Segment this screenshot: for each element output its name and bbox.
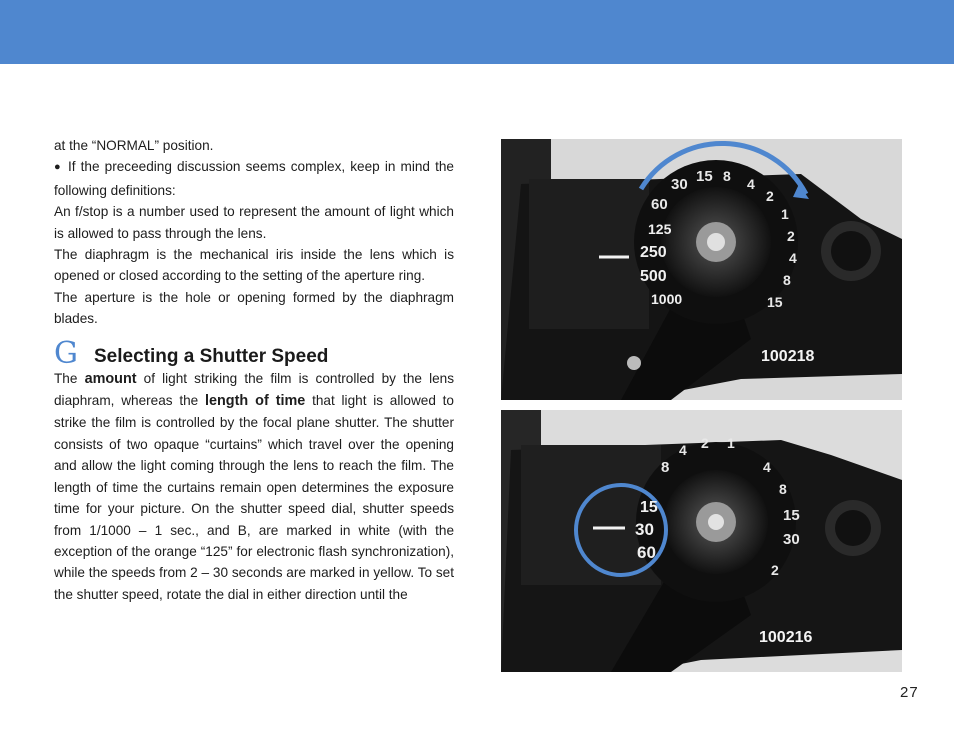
camera-illustration-top <box>501 139 902 400</box>
dial-mark-60: 60 <box>637 543 656 562</box>
dial-mark-15-slow: 15 <box>783 507 800 524</box>
paragraph-aperture-definition: The aperture is the hole or opening formed by the diaphragm blades. <box>54 289 454 327</box>
section-heading <box>54 335 454 371</box>
text-run: The <box>54 370 78 386</box>
photo-shutter-dial-bottom <box>501 410 902 672</box>
dial-mark-1: 1 <box>727 435 735 451</box>
dial-mark-8-slow: 8 <box>783 272 791 288</box>
paragraph-fstop-definition: An f/stop is a number used to represent the amount of light which is allowed to pass through the lens. <box>54 204 454 241</box>
camera-illustration-bottom <box>501 410 902 672</box>
paragraph-shutter-speed <box>54 368 454 605</box>
dial-mark-250: 250 <box>640 244 667 261</box>
emphasis-amount: amount <box>84 370 137 387</box>
paragraph-diaphragm-definition: The diaphragm is the mechanical iris inside the lens which is opened or closed according to the setting of the aperture ring. <box>54 247 454 284</box>
section-letter: G <box>54 335 78 371</box>
serial-number-bottom: 100216 <box>759 629 813 646</box>
serial-number-top: 100218 <box>761 348 815 365</box>
dial-mark-2-slow: 2 <box>787 228 795 244</box>
dial-mark-1000: 1000 <box>651 291 683 307</box>
dial-mark-2: 2 <box>701 435 709 451</box>
emphasis-length-of-time: length of time <box>205 393 306 410</box>
dial-mark-4-slow: 4 <box>763 459 771 475</box>
dial-mark-30-slow: 30 <box>783 531 800 548</box>
dial-mark-125: 125 <box>648 221 672 237</box>
page-number: 27 <box>900 684 919 701</box>
dial-mark-1: 1 <box>781 206 789 222</box>
text-run: of light striking the film is controlled by the lens diaphram, whereas the <box>54 370 455 409</box>
dial-mark-8: 8 <box>661 459 670 476</box>
dial-mark-4: 4 <box>747 176 755 192</box>
dial-mark-15: 15 <box>640 499 658 516</box>
dial-mark-15: 15 <box>696 168 713 185</box>
header-color-band <box>0 0 954 64</box>
section-title: Selecting a Shutter Speed <box>94 345 329 367</box>
text-column <box>54 135 454 605</box>
dial-mark-4: 4 <box>679 442 687 458</box>
dial-mark-15-slow: 15 <box>767 294 783 310</box>
dial-mark-8: 8 <box>723 168 731 184</box>
dial-mark-30: 30 <box>635 520 654 539</box>
paragraph-normal-position: at the “NORMAL” position. <box>54 138 214 153</box>
text-run: that light is allowed to strike the film is controlled by the focal plane shutter. The shutter consists of two opaque “curtains” which travel over the opening and allow the light coming through the lens to reach the film. The length of time the curtains remain open determines the exposure time for your picture. On the shutter speed dial, shutter speeds from 1/1000 – 1 sec., and B, are marked in white (with the exception of the orange “125” for electronic flash synchronization), while the speeds from 2 – 30 seconds are marked in yellow. To set the shutter speed, rotate the dial in either direction until the <box>54 393 454 602</box>
dial-mark-8-slow: 8 <box>779 481 787 497</box>
dial-mark-2-slow: 2 <box>771 562 779 578</box>
dial-mark-60: 60 <box>651 196 668 213</box>
dial-mark-500: 500 <box>640 268 667 285</box>
dial-mark-30: 30 <box>671 176 688 193</box>
paragraph-definitions-intro: ● If the preceeding discussion seems complex, keep in mind the following definitions: <box>54 156 454 201</box>
dial-mark-2: 2 <box>766 188 774 204</box>
photo-shutter-dial-top <box>501 139 902 400</box>
dial-mark-4-slow: 4 <box>789 250 797 266</box>
